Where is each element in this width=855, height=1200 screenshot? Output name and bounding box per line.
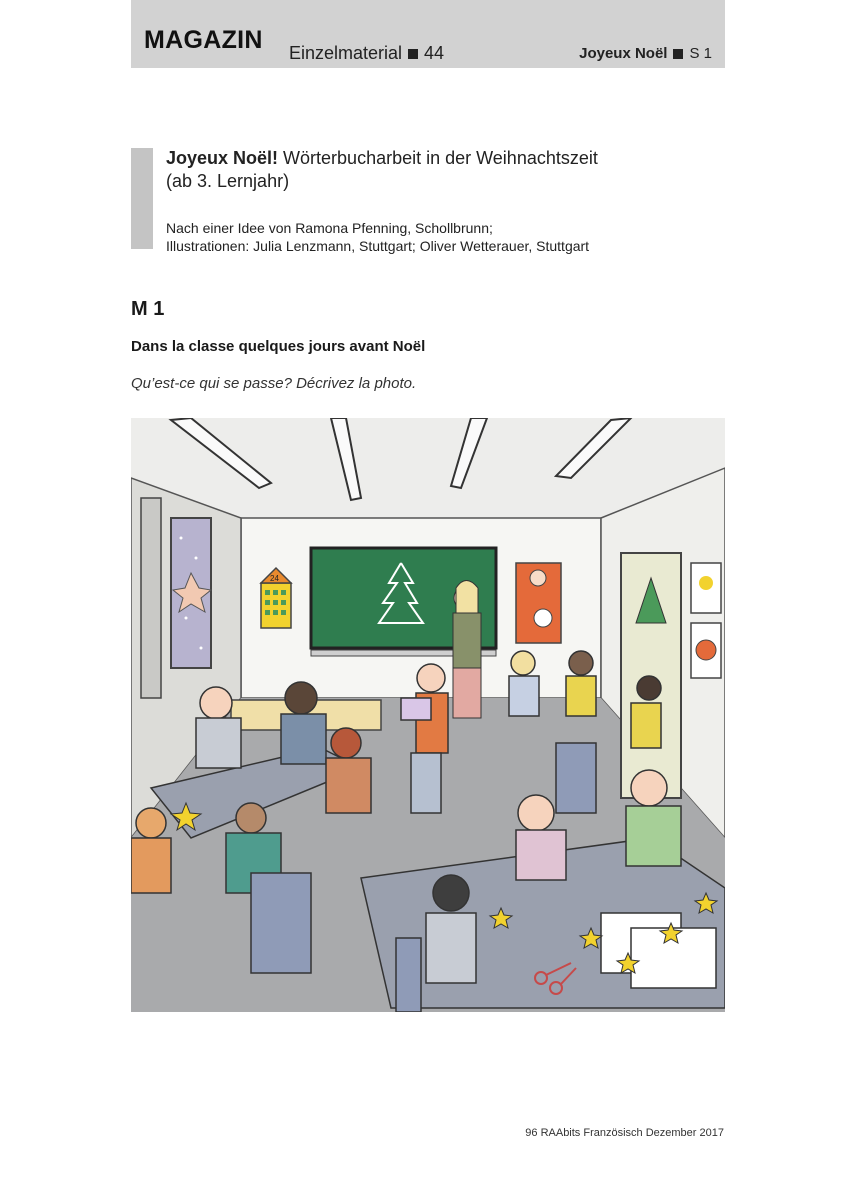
header-topic [579,45,712,62]
ceiling [131,418,725,518]
credit-line-2: Illustrationen: Julia Lenzmann, Stuttgart; Oliver Wetterauer, Stuttgart [166,238,590,254]
credits [166,219,589,255]
page-number: S 1 [689,45,712,62]
section-label: Einzelmaterial [289,43,403,63]
intro-accent-bar [131,148,153,249]
intro-title [166,147,686,193]
material-subtitle: Dans la classe quelques jours avant Noël [131,338,426,355]
calendar-number: 24 [270,574,279,583]
header-section [289,43,444,64]
teacher-figure [453,581,481,719]
classroom-illustration [131,418,725,1012]
intro-title-bold: Joyeux Noël! [166,148,279,168]
section-number: 44 [424,43,445,63]
material-label: M 1 [131,298,165,320]
footer: 96 RAAbits Französisch Dezember 2017 [525,1127,724,1139]
clock-icon [534,609,552,627]
intro-title-rest: Wörterbucharbeit in der Weihnachtszeit [278,148,598,168]
topic-label: Joyeux Noël [579,45,668,62]
square-bullet-icon [673,49,683,59]
intro-title-line2: (ab 3. Lernjahr) [166,171,290,191]
advent-calendar [261,583,291,628]
credit-line-1: Nach einer Idee von Ramona Pfenning, Schollbrunn; [166,220,493,236]
square-bullet-icon [408,49,418,59]
magazine-brand: MAGAZIN [144,26,263,54]
material-instruction: Qu’est-ce qui se passe? Décrivez la photo. [131,375,417,392]
